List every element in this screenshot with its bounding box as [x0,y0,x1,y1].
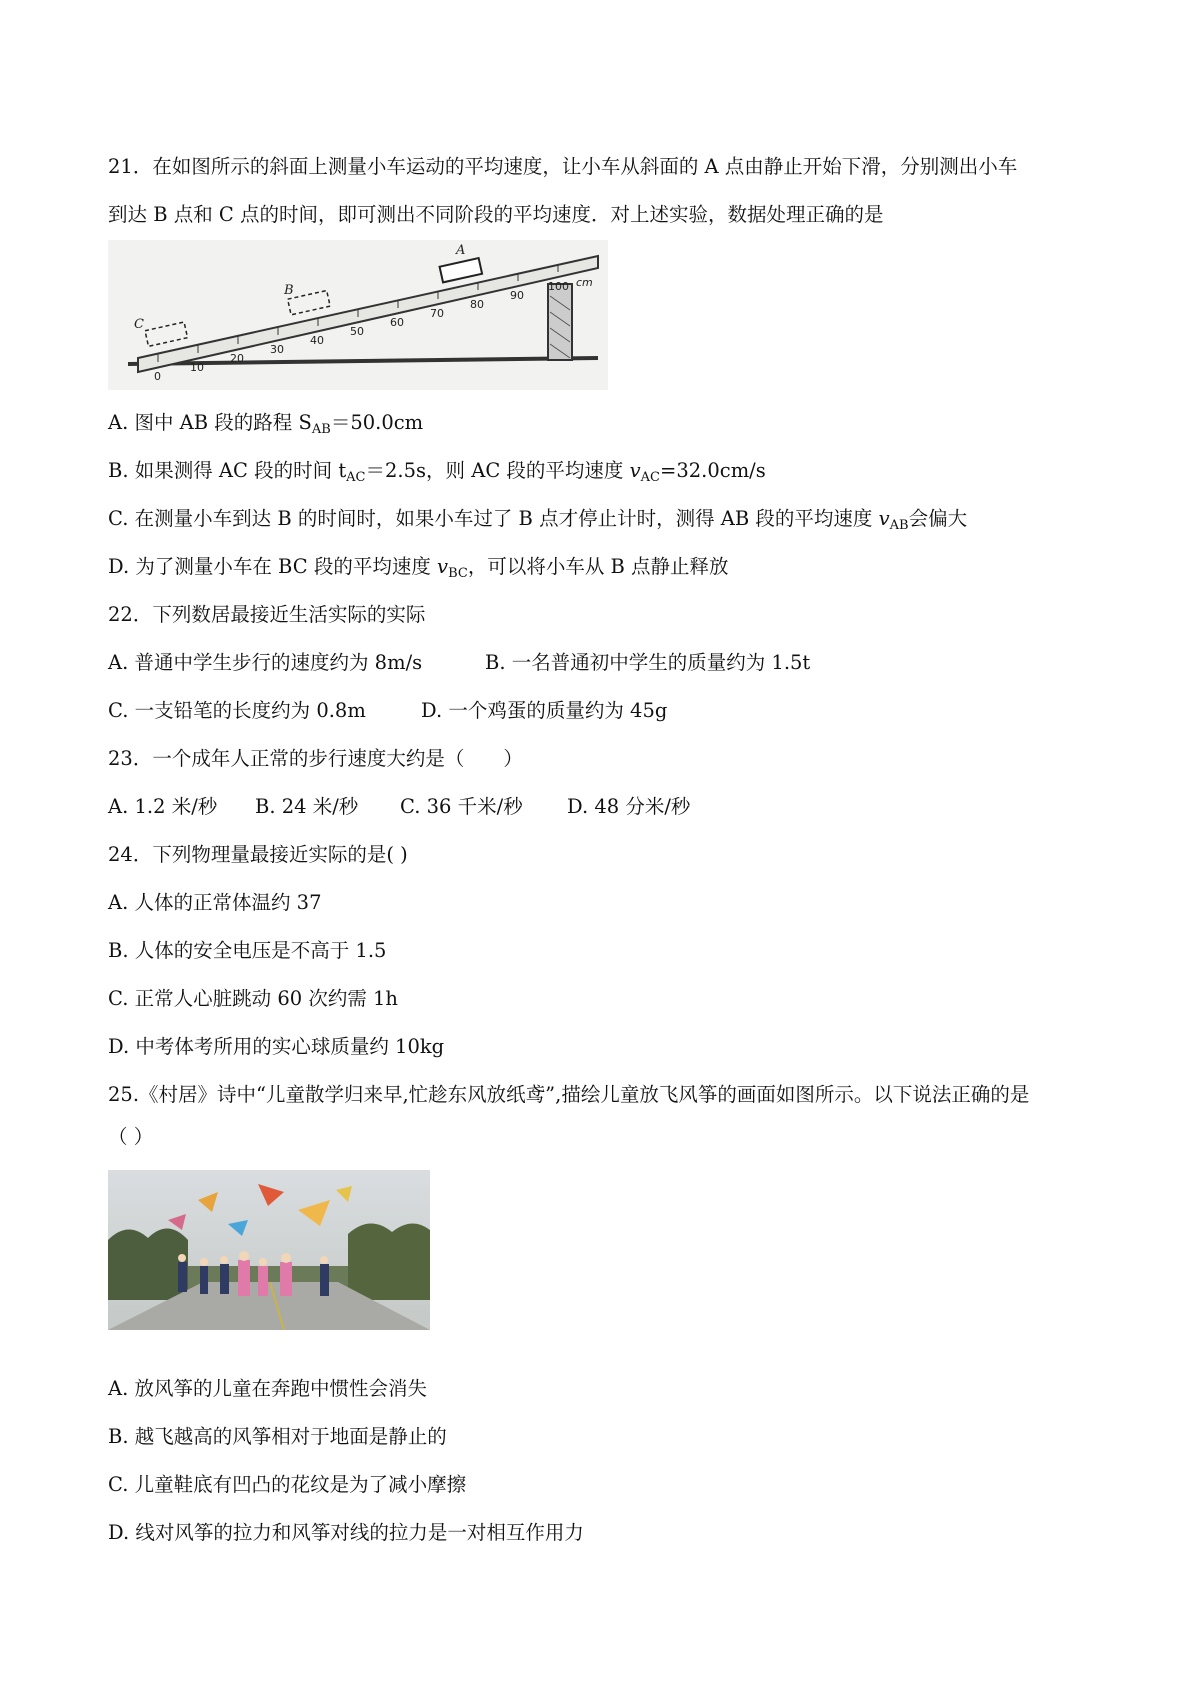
q21-a-sub: AB [311,422,331,437]
q23-option-d: D. 48 分米/秒 [567,795,691,818]
q21-b-sub2: AC [640,470,661,485]
q25-option-d: D. 线对风筝的拉力和风筝对线的拉力是一对相互作用力 [108,1521,584,1544]
q25-stem-line2: （ ） [108,1125,154,1148]
q21-d-v: v [437,555,449,578]
q24-option-d: D. 中考体考所用的实心球质量约 10kg [108,1035,445,1058]
q21-c-suffix: 会偏大 [908,507,968,530]
q21-b-text: B. 如果测得 AC 段的时间 t [108,459,347,482]
ruler-tick-label: 60 [390,316,404,329]
q21-b-sub1: AC [346,470,366,485]
kite-flying-photo [108,1170,430,1330]
q23-stem: 23．一个成年人正常的步行速度大约是（ ） [108,747,523,770]
q23-option-b: B. 24 米/秒 [255,795,359,818]
q21-c-sub: AB [889,518,909,533]
q21-d-sub: BC [448,566,468,581]
q21-option-b [108,458,766,484]
q21-d-text: D. 为了测量小车在 BC 段的平均速度 [108,555,438,578]
cart-at-b-dashed [288,291,331,315]
q23-option-c: C. 36 千米/秒 [400,795,523,818]
q24-option-b: B. 人体的安全电压是不高于 1.5 [108,939,387,962]
ruler-tick-label: 0 [154,370,161,383]
q22-option-b: B. 一名普通初中学生的质量约为 1.5t [485,651,811,674]
ruler-unit: cm [576,276,593,289]
point-label-b: B [284,283,294,298]
q21-c-text: C. 在测量小车到达 B 的时间时，如果小车过了 B 点才停止计时，测得 AB 段的平均速度 [108,507,879,530]
q25-stem-line1: 25.《村居》诗中“儿童散学归来早,忙趁东风放纸鸢”,描绘儿童放飞风筝的画面如图所示。以下说法正确的是 [108,1083,1030,1106]
q24-stem: 24．下列物理量最接近实际的是( ) [108,843,408,866]
q21-option-a [108,410,423,436]
q21-a-text: A. 图中 AB 段的路程 S [108,411,312,434]
ruler-tick-label: 40 [310,334,324,347]
ruler-tick-label: 70 [430,307,444,320]
cart-at-c-dashed [145,322,188,346]
q25-option-c: C. 儿童鞋底有凹凸的花纹是为了减小摩擦 [108,1473,467,1496]
q24-option-c: C. 正常人心脏跳动 60 次约需 1h [108,987,398,1010]
incline-diagram [108,240,608,390]
q23-options [108,794,690,820]
cart-at-a [440,258,483,282]
q21-option-c [108,506,967,532]
q22-option-a: A. 普通中学生步行的速度约为 8m/s [108,651,423,674]
kite-flying-illustration [108,1170,430,1330]
support-block [548,284,572,360]
q21-d-suffix: ，可以将小车从 B 点静止释放 [467,555,729,578]
q21-a-suffix: ＝50.0cm [330,411,424,434]
ruler-tick-label: 30 [270,343,284,356]
ruler-tick-label: 20 [230,352,244,365]
q22-options-row1 [108,650,810,676]
ruler-tick-label: 10 [190,361,204,374]
q24-option-a: A. 人体的正常体温约 37 [108,891,322,914]
ruler-tick-label: 80 [470,298,484,311]
incline-ruler [138,256,598,372]
ruler-tick-label: 50 [350,325,364,338]
q23-option-a: A. 1.2 米/秒 [108,795,218,818]
ruler-tick-label: 100 [548,280,569,293]
q21-b-mid: ＝2.5s，则 AC 段的平均速度 [365,459,630,482]
q22-option-d: D. 一个鸡蛋的质量约为 45g [421,699,668,722]
q21-option-d [108,554,729,580]
q25-option-a: A. 放风筝的儿童在奔跑中惯性会消失 [108,1377,427,1400]
incline-experiment-figure [108,240,608,390]
q21-c-v: v [878,507,890,530]
q25-option-b: B. 越飞越高的风筝相对于地面是静止的 [108,1425,447,1448]
ruler-tick-label: 90 [510,289,524,302]
q21-b-v: v [629,459,641,482]
q22-options-row2 [108,698,667,724]
q22-option-c: C. 一支铅笔的长度约为 0.8m [108,699,366,722]
q21-stem-line2: 到达 B 点和 C 点的时间，即可测出不同阶段的平均速度．对上述实验，数据处理正确的是 [108,203,884,226]
q21-stem-line1: 21．在如图所示的斜面上测量小车运动的平均速度，让小车从斜面的 A 点由静止开始下滑，分别测出小车 [108,155,1018,178]
q21-b-suffix: =32.0cm/s [660,459,766,482]
q22-stem: 22．下列数居最接近生活实际的实际 [108,603,426,626]
point-label-c: C [134,317,144,332]
point-label-a: A [456,243,466,258]
